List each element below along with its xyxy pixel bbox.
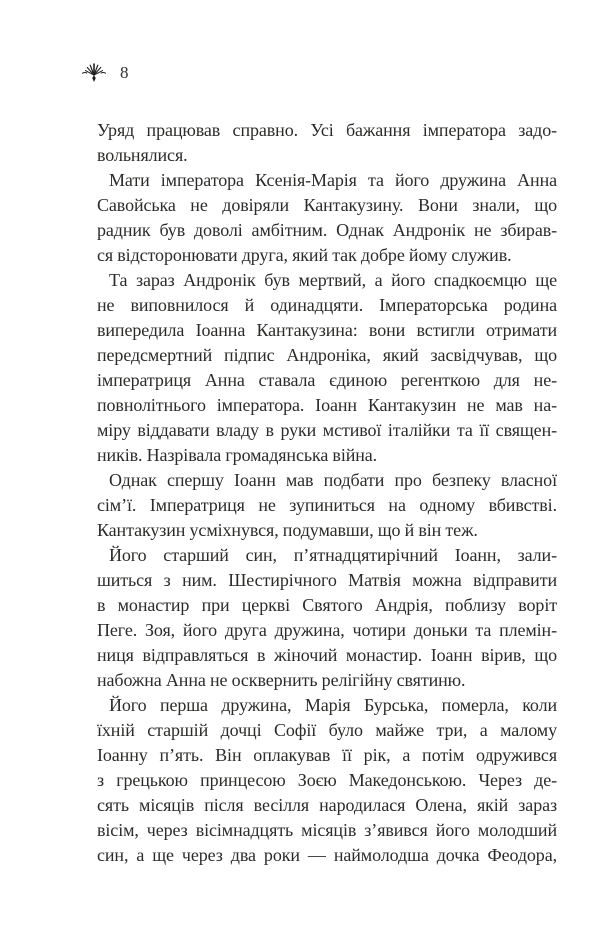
text-line: вісім, через вісімнадцять місяців з’явився його молодший	[97, 820, 557, 840]
page-text	[97, 118, 557, 868]
page-header	[82, 60, 129, 86]
text-line: Однак спершу Іоанн мав подбати про безпеку власної	[109, 470, 557, 490]
text-line: вольнялися.	[97, 145, 188, 165]
text-line: Мати імператора Ксенія-Марія та його дружина Анна	[109, 170, 557, 190]
paragraph	[97, 268, 557, 468]
text-line: сім’ї. Імператриця не зупиниться на одному вбивстві.	[97, 495, 557, 515]
text-line: випередила Іоанна Кантакузина: вони встигли отримати	[97, 320, 557, 340]
text-line: Іоанну п’ять. Він оплакував її рік, а потім одружився	[97, 745, 557, 765]
text-line: радник був доволі амбітним. Однак Андронік не збирав-	[97, 220, 557, 240]
text-line: в монастир при церкві Святого Андрія, поблизу воріт	[97, 595, 557, 615]
page-number: 8	[120, 63, 129, 82]
text-line: не виповнилося й одинадцяти. Імператорська родина	[97, 295, 557, 315]
paragraph	[97, 693, 557, 868]
text-line: шиться з ним. Шестирічного Матвія можна відправити	[97, 570, 557, 590]
text-line: Савойська не довіряли Кантакузину. Вони знали, що	[97, 195, 557, 215]
text-line: Його старший син, п’ятнадцятирічний Іоанн, зали-	[109, 545, 557, 565]
text-line: Уряд працював справно. Усі бажання імператора задо-	[97, 120, 557, 140]
text-line: Кантакузин усміхнувся, подумавши, що й він теж.	[97, 520, 478, 540]
paragraph	[97, 118, 557, 168]
text-line: ників. Назрівала громадянська війна.	[97, 445, 378, 465]
text-line: Пеге. Зоя, його друга дружина, чотири доньки та племін-	[97, 620, 557, 640]
text-line: набожна Анна не осквернить релігійну святиню.	[97, 670, 466, 690]
fleuron-icon	[82, 62, 106, 84]
text-line: ся відсторонювати друга, який так добре йому служив.	[97, 245, 512, 265]
text-line: Та зараз Андронік був мертвий, а його спадкоємцю ще	[109, 270, 557, 290]
text-line: імператриця Анна ставала єдиною регенткою для не-	[97, 370, 557, 390]
text-line: міру віддавати владу в руки мстивої італійки та її священ-	[97, 420, 557, 440]
text-line: ниця відправляться в жіночий монастир. Іоанн вірив, що	[97, 645, 557, 665]
text-line: їхній старшій дочці Софії було майже три, а малому	[97, 720, 557, 740]
text-line: передсмертний підпис Андроніка, який засвідчував, що	[97, 345, 557, 365]
text-line: сять місяців після весілля народилася Олена, якій зараз	[97, 795, 557, 815]
text-line: з грецькою принцесою Зоєю Македонською. Через де-	[97, 770, 557, 790]
paragraph	[97, 543, 557, 693]
text-line: повнолітнього імператора. Іоанн Кантакузин не мав на-	[97, 395, 557, 415]
text-line: син, а ще через два роки — наймолодша дочка Феодора,	[97, 845, 557, 865]
paragraph	[97, 468, 557, 543]
text-line: Його перша дружина, Марія Бурська, померла, коли	[109, 695, 557, 715]
paragraph	[97, 168, 557, 268]
